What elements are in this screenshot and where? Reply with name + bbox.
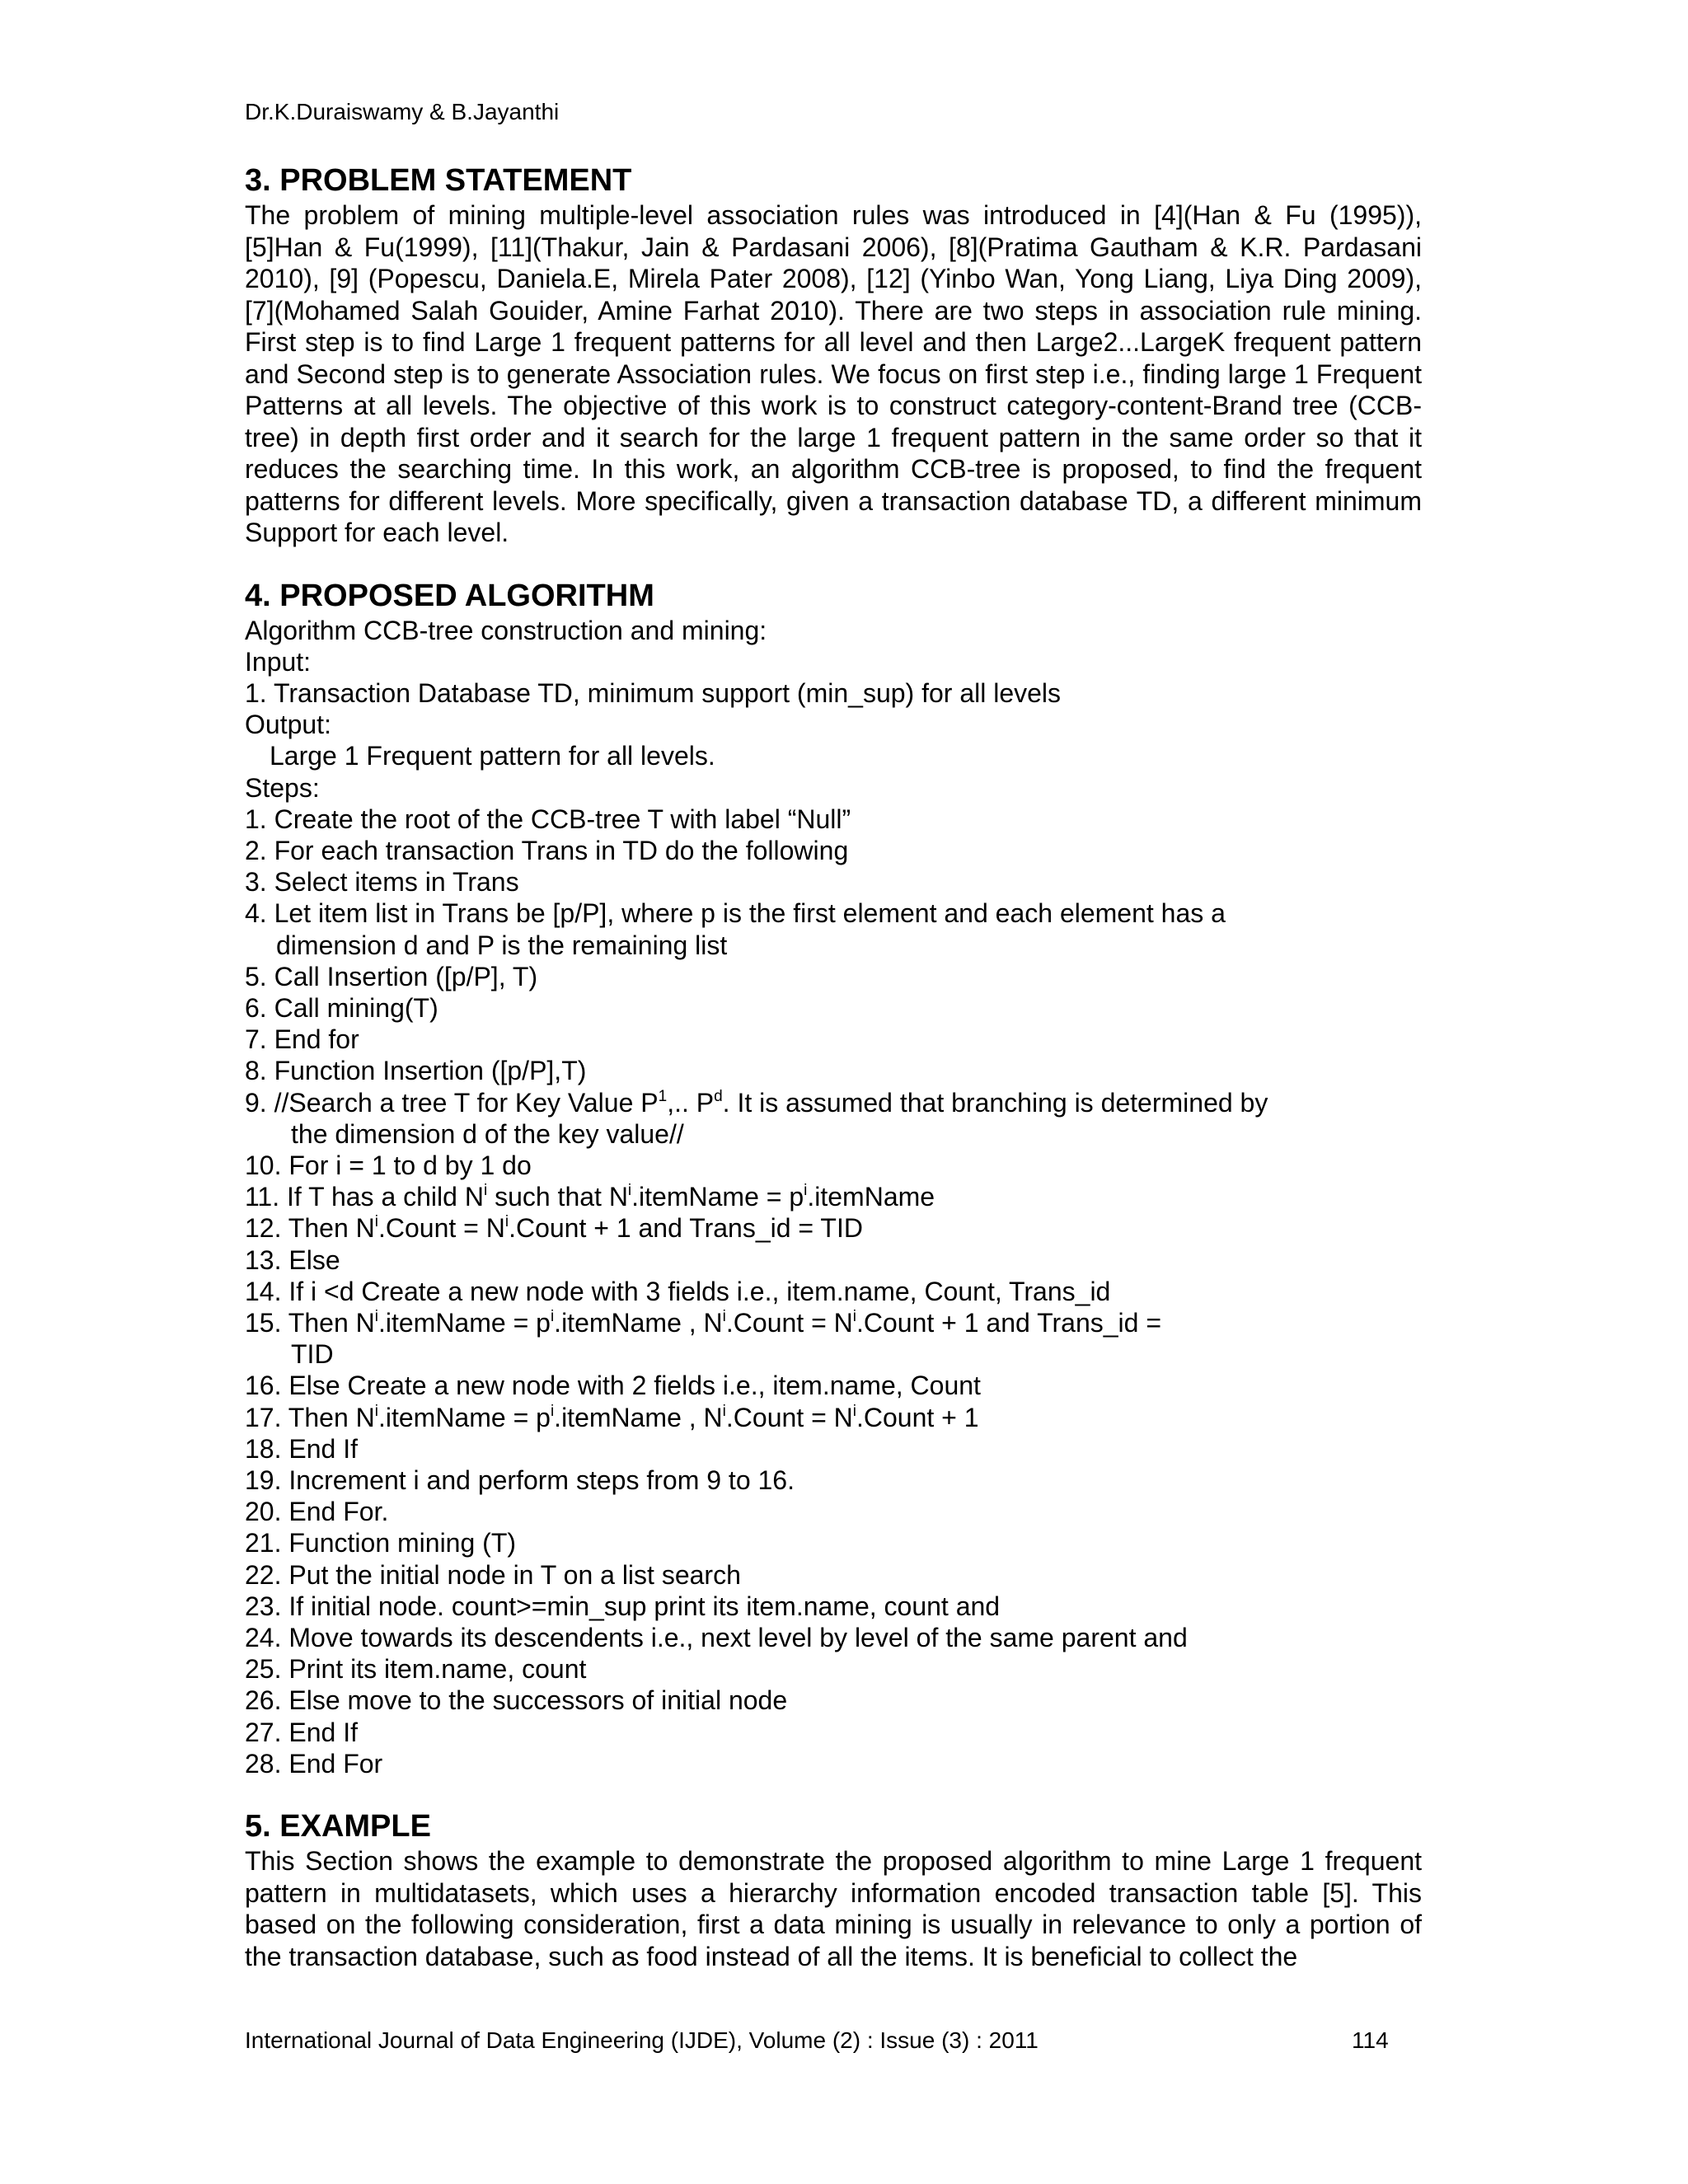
- step-text: .Count + 1: [856, 1402, 979, 1432]
- step-text: .Count = N: [377, 1213, 505, 1244]
- section-heading-problem-statement: 3. PROBLEM STATEMENT: [245, 163, 632, 198]
- step-text: 17. Then N: [245, 1402, 375, 1432]
- superscript: i: [374, 1307, 378, 1325]
- superscript: i: [627, 1182, 632, 1200]
- superscript: i: [852, 1307, 856, 1325]
- footer-journal-citation: International Journal of Data Engineering (IJDE), Volume (2) : Issue (3) : 2011: [245, 2027, 1039, 2053]
- algorithm-step: 23. If initial node. count>=min_sup print its item.name, count and: [245, 1591, 1001, 1621]
- superscript: i: [852, 1402, 856, 1420]
- step-text: . It is assumed that branching is determined by: [722, 1087, 1268, 1118]
- algorithm-step: 14. If i <d Create a new node with 3 fields i.e., item.name, Count, Trans_id: [245, 1276, 1111, 1306]
- step-text: .itemName , N: [554, 1402, 723, 1432]
- algorithm-output-item: Large 1 Frequent pattern for all levels.: [270, 741, 715, 771]
- section-spacer: [245, 549, 1422, 577]
- algorithm-step: 20. End For.: [245, 1497, 389, 1527]
- superscript: d: [714, 1087, 723, 1105]
- step-text: 11. If T has a child N: [245, 1182, 484, 1212]
- algorithm-step: 26. Else move to the successors of initial node: [245, 1685, 788, 1716]
- step-text: .Count + 1 and Trans_id = TID: [509, 1213, 863, 1244]
- step-text: .itemName , N: [554, 1307, 723, 1338]
- superscript: 1: [658, 1087, 668, 1105]
- algorithm-step-continuation: dimension d and P is the remaining list: [276, 930, 728, 960]
- superscript: i: [722, 1307, 726, 1325]
- algorithm-step: 24. Move towards its descendents i.e., next level by level of the same parent and: [245, 1623, 1188, 1652]
- algorithm-step-15: [245, 1307, 1422, 1338]
- superscript: i: [483, 1182, 488, 1200]
- algorithm-step-continuation: TID: [291, 1339, 334, 1370]
- page-content: [245, 162, 1422, 1972]
- algorithm-step-11: [245, 1181, 1422, 1212]
- step-text: ,.. P: [667, 1087, 715, 1118]
- example-paragraph: This Section shows the example to demonstrate the proposed algorithm to mine Large 1 frequent pattern in multidatasets, which uses a hierarchy information encoded transaction table [5]. This based on the following consideration, first a data mining is usually in relevance to only a portion of the transaction database, such as food instead of all the items. It is beneficial to collect the: [245, 1846, 1422, 1971]
- algorithm-step: 16. Else Create a new node with 2 fields i.e., item.name, Count: [245, 1371, 981, 1401]
- section-heading-example: 5. EXAMPLE: [245, 1809, 431, 1844]
- step-text: .itemName: [807, 1182, 935, 1212]
- superscript: i: [550, 1402, 555, 1420]
- algorithm-step-continuation: the dimension d of the key value//: [291, 1118, 684, 1149]
- algorithm-steps-label: Steps:: [245, 772, 320, 803]
- algorithm-step: 8. Function Insertion ([p/P],T): [245, 1056, 587, 1086]
- superscript: i: [504, 1213, 509, 1231]
- algorithm-step-9: [245, 1087, 1422, 1118]
- algorithm-input-item: 1. Transaction Database TD, minimum support (min_sup) for all levels: [245, 677, 1062, 708]
- algorithm-step: 13. Else: [245, 1244, 340, 1275]
- algorithm-step: 2. For each transaction Trans in TD do the following: [245, 835, 849, 865]
- algorithm-step: 3. Select items in Trans: [245, 867, 519, 898]
- algorithm-step: 6. Call mining(T): [245, 992, 438, 1023]
- step-text: 15. Then N: [245, 1307, 375, 1338]
- algorithm-step: 10. For i = 1 to d by 1 do: [245, 1150, 532, 1180]
- superscript: i: [722, 1402, 726, 1420]
- algorithm-step: 5. Call Insertion ([p/P], T): [245, 961, 538, 991]
- algorithm-step: 25. Print its item.name, count: [245, 1654, 587, 1685]
- problem-statement-paragraph: The problem of mining multiple-level association rules was introduced in [4](Han & Fu (1995)), [5]Han & Fu(1999), [11](Thakur, Jain & Pardasani 2006), [8](Pratima Gautham & K.R. Pardasani 2010), [9] (Popescu, Daniela.E, Mirela Pater 2008), [12] (Yinbo Wan, Yong Liang, Liya Ding 2009), [7](Mohamed Salah Gouider, Amine Farhat 2010). There are two steps in association rule mining. First step is to find Large 1 frequent patterns for all level and then Large2...LargeK frequent pattern and Second step is to generate Association rules. We focus on first step i.e., finding large 1 Frequent Patterns at all levels. The objective of this work is to construct category-content-Brand tree (CCB-tree) in depth first order and it search for the large 1 frequent pattern in the same order so that it reduces the searching time. In this work, an algorithm CCB-tree is proposed, to find the frequent patterns for different levels. More specifically, given a transaction database TD, a different minimum Support for each level.: [245, 200, 1422, 547]
- footer-page-number: 114: [1352, 2027, 1389, 2053]
- algorithm-step: 7. End for: [245, 1024, 359, 1055]
- step-text: such that N: [487, 1182, 628, 1212]
- algorithm-step: 21. Function mining (T): [245, 1528, 517, 1558]
- algorithm-output-label: Output:: [245, 710, 331, 740]
- algorithm-intro: Algorithm CCB-tree construction and mining:: [245, 615, 767, 645]
- step-text: .itemName = p: [377, 1402, 551, 1432]
- algorithm-step: 27. End If: [245, 1717, 358, 1747]
- step-text: .Count = N: [725, 1307, 853, 1338]
- algorithm-step: 18. End If: [245, 1433, 358, 1464]
- section-spacer: [245, 1779, 1422, 1807]
- superscript: i: [804, 1182, 808, 1200]
- running-header-authors: Dr.K.Duraiswamy & B.Jayanthi: [245, 99, 560, 124]
- step-text: .itemName = p: [631, 1182, 804, 1212]
- superscript: i: [374, 1213, 378, 1231]
- step-text: 9. //Search a tree T for Key Value P: [245, 1087, 659, 1118]
- step-text: .itemName = p: [377, 1307, 551, 1338]
- algorithm-step: 19. Increment i and perform steps from 9 to 16.: [245, 1465, 795, 1495]
- step-text: 12. Then N: [245, 1213, 375, 1244]
- algorithm-step: 1. Create the root of the CCB-tree T with label “Null”: [245, 804, 851, 834]
- algorithm-input-label: Input:: [245, 646, 312, 677]
- step-text: .Count + 1 and Trans_id =: [856, 1307, 1162, 1338]
- section-heading-proposed-algorithm: 4. PROPOSED ALGORITHM: [245, 578, 654, 613]
- algorithm-step: 22. Put the initial node in T on a list search: [245, 1559, 741, 1590]
- algorithm-step-17: [245, 1402, 1422, 1433]
- algorithm-step: 28. End For: [245, 1748, 383, 1779]
- superscript: i: [374, 1402, 378, 1420]
- superscript: i: [550, 1307, 555, 1325]
- algorithm-step-12: [245, 1212, 1422, 1244]
- algorithm-step: 4. Let item list in Trans be [p/P], where p is the first element and each element has a: [245, 898, 1226, 929]
- step-text: .Count = N: [725, 1402, 853, 1432]
